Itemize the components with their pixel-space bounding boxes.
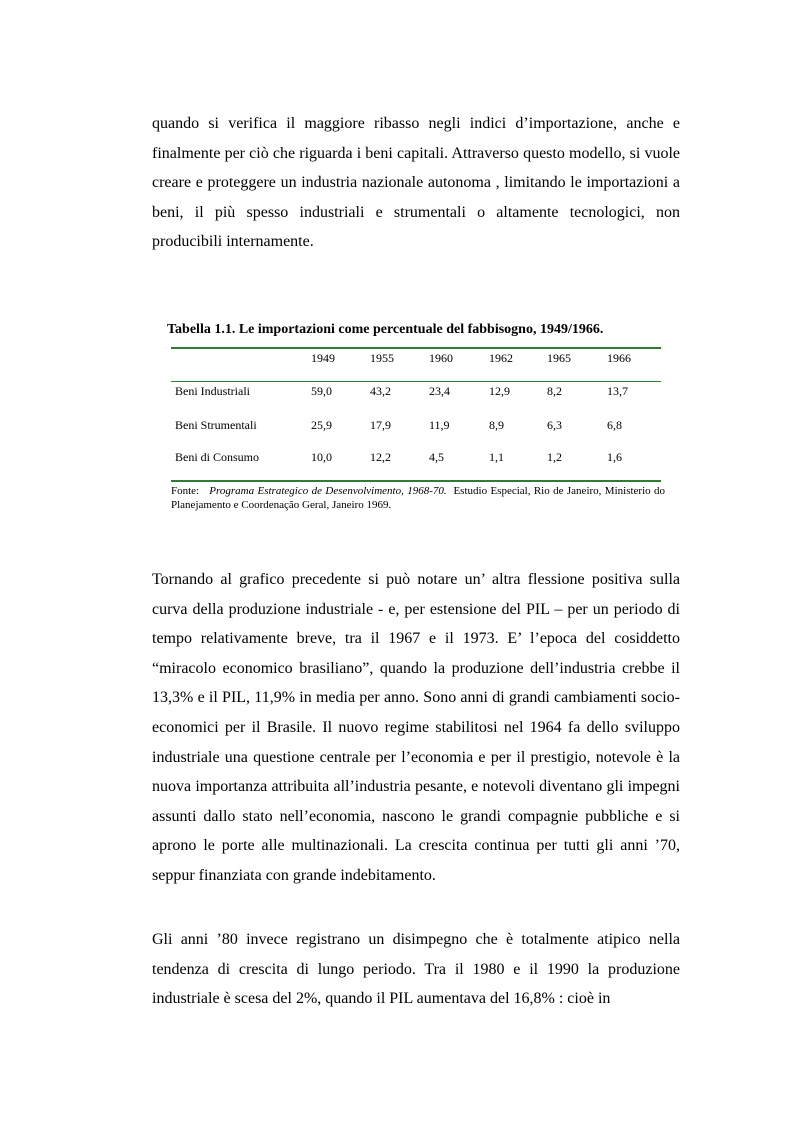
paragraph-2: Tornando al grafico precedente si può notare un’ altra flessione positiva sulla curva della produzione industriale - e, per estensione del PIL – per un periodo di tempo relativamente breve, tra il 1967 e il 1973. E’ l’epoca del cosiddetto “miracolo economico brasiliano”, quando la produzione dell’industria crebbe il 13,3% e il PIL, 11,9% in media per anno. Sono anni di grandi cambiamenti socio-economici per il Brasile. Il nuovo regime stabilitosi nel 1964 fa dello sviluppo industriale una questione centrale per l’economia e per il prestigio, notevole è la nuova importanza attribuita all’industria pesante, e notevoli diventano gli impegni assunti dallo stato nell’economia, nascono le grandi compagnie pubbliche e si aprono le porte alle multinazionali. La crescita continua per tutti gli anni ’70, seppur finanziata con grande indebitamento. [152,571,680,884]
table-bottom-rule [171,480,661,482]
table-header-cell: 1955 [370,351,394,365]
table-caption: Tabella 1.1. Le importazioni come percentuale del fabbisogno, 1949/1966. [167,322,604,337]
table-cell: 43,2 [370,384,391,398]
table-header-cell: 1965 [547,351,571,365]
table-cell: 11,9 [429,418,450,432]
table-cell: 17,9 [370,418,391,432]
table-row-label: Beni Strumentali [175,418,257,432]
table-cell: 12,9 [489,384,510,398]
table-cell: 23,4 [429,384,450,398]
table-header-cell: 1966 [607,351,631,365]
table-source-note [171,484,665,512]
table-cell: 6,3 [547,418,562,432]
table-header-rule [171,381,661,382]
table-row-label: Beni Industriali [175,384,250,398]
table-row-label: Beni di Consumo [175,450,260,464]
table-top-rule [171,347,661,349]
table-cell: 4,5 [429,450,444,464]
table-cell: 13,7 [607,384,628,398]
table-header-cell: 1962 [489,351,513,365]
table-cell: 6,8 [607,418,622,432]
table-cell: 8,2 [547,384,562,398]
table-cell: 59,0 [311,384,332,398]
table-header-cell: 1949 [311,351,335,365]
table-cell: 1,6 [607,450,622,464]
paragraph-3: Gli anni ’80 invece registrano un disimpegno che è totalmente atipico nella tendenza di crescita di lungo periodo. Tra il 1980 e il 1990 la produzione industriale è scesa del 2%, quando il PIL aumentava del 16,8% : cioè in [152,931,680,1008]
table-cell: 12,2 [370,450,391,464]
table-cell: 1,2 [547,450,562,464]
table-cell: 25,9 [311,418,332,432]
table-cell: 1,1 [489,450,504,464]
table-cell: 10,0 [311,450,332,464]
table-header-cell: 1960 [429,351,453,365]
source-prefix: Fonte: [171,485,200,497]
source-details: Estudio Especial, Rio de Janeiro, Ministerio do Planejamento e Coordenação Geral, Janeiro 1969. [171,485,666,511]
paragraph-1: quando si verifica il maggiore ribasso negli indici d’importazione, anche e finalmente per ciò che riguarda i beni capitali. Attraverso questo modello, si vuole creare e proteggere un industria nazionale autonoma , limitando le importazioni a beni, il più spesso industriali e strumentali o altamente tecnologici, non producibili internamente. [152,115,680,251]
source-title: Programa Estrategico de Desenvolvimento, 1968-70. [209,485,447,497]
table-cell: 8,9 [489,418,504,432]
